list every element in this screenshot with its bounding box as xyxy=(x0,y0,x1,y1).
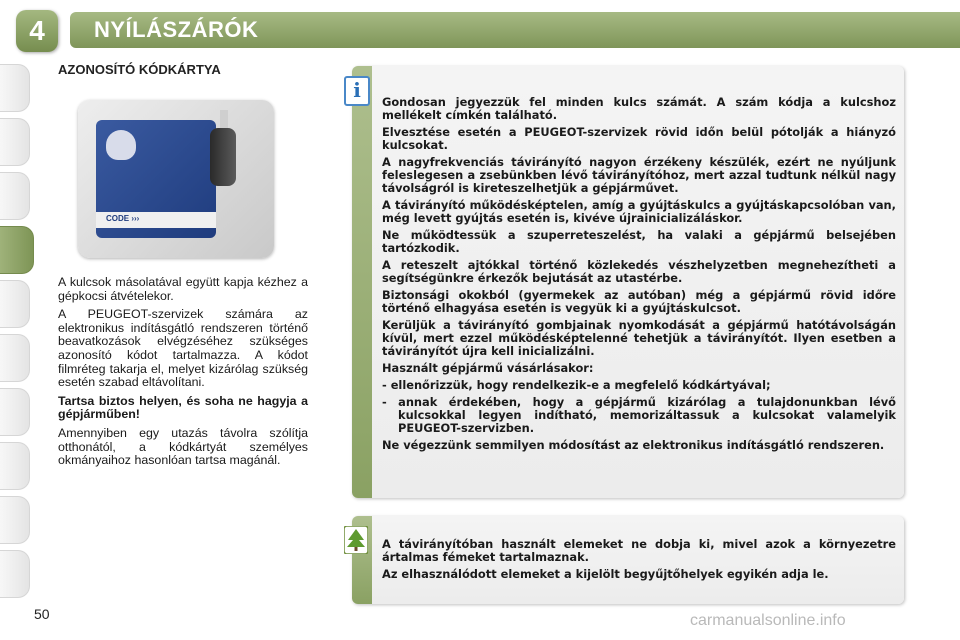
chapter-tab[interactable] xyxy=(0,496,30,544)
chapter-tab[interactable] xyxy=(0,64,30,112)
info-icon: i xyxy=(344,76,370,106)
left-paragraph-warning: Tartsa biztos helyen, és soha ne hagyja a gépjárműben! xyxy=(58,393,308,422)
peugeot-lion-icon xyxy=(106,130,136,160)
info-paragraph: Biztonsági okokból (gyermekek az autóban) még a gépjármű rövid időre történő elhagyása esetén is vegyük ki a gyújtáskulcsot. xyxy=(382,288,896,315)
chapter-tabs xyxy=(0,0,34,640)
chapter-number: 4 xyxy=(16,10,58,52)
info-paragraph: Ne működtessük a szuperreteszelést, ha valaki a gépjármű belsejében tartózkodik. xyxy=(382,228,896,255)
remote-key-icon xyxy=(210,128,236,186)
left-paragraph: A PEUGEOT-szervizek számára az elektronikus indításgátló rendszeren történő beavatkozások elvégzéséhez szükséges azonosító kódot tartalmazza. A kódot filmréteg takarja el, melyet kizárólag szükség esetén szabad eltávolítani. xyxy=(58,307,308,390)
chapter-tab[interactable] xyxy=(0,388,30,436)
info-list-item: - annak érdekében, hogy a gépjármű kizárólag a tulajdonunkban lévő kulcsokkal legyen indítható, memorizáltassuk a kulcsokat valamelyik PEUGEOT-szervizben. xyxy=(382,395,896,435)
panel-stripe xyxy=(352,66,372,498)
info-list-item: - ellenőrizzük, hogy rendelkezik-e a megfelelő kódkártyával; xyxy=(382,378,771,392)
tip-panel-text xyxy=(382,538,896,585)
chapter-tab[interactable] xyxy=(0,550,30,598)
chapter-tab[interactable] xyxy=(0,442,30,490)
info-paragraph: A nagyfrekvenciás távirányító nagyon érzékeny készülék, ezért ne nyúljunk feleslegesen a zsebünkben lévő távirányítóhoz, mert azzal tudtunk nélkül nagy távolságról is kireteszelhetjük a gépjárművet. xyxy=(382,155,896,195)
info-paragraph: Kerüljük a távirányító gombjainak nyomkodását a gépjármű hatótávolságán kívül, mert ezzel működésképtelenné tehetjük a távirányítót. Ilyen esetben a távirányítót újra kell inicializálni. xyxy=(382,318,896,358)
watermark: carmanualsonline.info xyxy=(690,612,846,629)
tree-icon xyxy=(344,526,368,554)
chapter-tab[interactable] xyxy=(0,334,30,382)
code-card xyxy=(96,120,216,238)
info-paragraph: A távirányító működésképtelen, amíg a gyújtáskulcs a gyújtáskapcsolóban van, még levett gyújtás esetén is, kivéve újrainicializáláskor. xyxy=(382,198,896,225)
chapter-tab-active[interactable] xyxy=(0,226,34,274)
info-paragraph: Gondosan jegyezzük fel minden kulcs számát. A szám kódja a kulcshoz mellékelt címkén található. xyxy=(382,95,896,122)
info-panel-text xyxy=(382,96,896,456)
card-code-label: CODE ››› xyxy=(106,214,140,223)
info-paragraph: Használt gépjármű vásárlásakor: xyxy=(382,361,594,375)
page-number: 50 xyxy=(34,606,50,622)
left-paragraph: Amennyiben egy utazás távolra szólítja otthonától, a kódkártyát személyes okmányaihoz hasonlóan tartsa magánál. xyxy=(58,425,308,468)
info-paragraph: A reteszelt ajtókkal történő közlekedés vészhelyzetben megnehezítheti a segítségünkre érkezők bejutását az utastérbe. xyxy=(382,258,896,285)
section-title: AZONOSÍTÓ KÓDKÁRTYA xyxy=(58,62,221,77)
left-body-text xyxy=(58,276,308,473)
tip-paragraph: A távirányítóban használt elemeket ne dobja ki, mivel azok a környezetre ártalmas fémeket tartalmaznak. xyxy=(382,537,896,564)
chapter-tab[interactable] xyxy=(0,118,30,166)
chapter-tab[interactable] xyxy=(0,172,30,220)
key-blade xyxy=(220,110,228,130)
chapter-title: NYÍLÁSZÁRÓK xyxy=(94,17,259,42)
info-closing: Ne végezzünk semmilyen módosítást az elektronikus indításgátló rendszeren. xyxy=(382,438,885,452)
left-paragraph: A kulcsok másolatával együtt kapja kézhez a gépkocsi átvételekor. xyxy=(58,275,308,303)
key-card-photo xyxy=(78,100,274,258)
info-paragraph: Elvesztése esetén a PEUGEOT-szervizek rövid időn belül pótolják a hiányzó kulcsokat. xyxy=(382,125,896,152)
tip-paragraph: Az elhasználódott elemeket a kijelölt begyűjtőhelyek egyikén adja le. xyxy=(382,567,829,581)
chapter-tab[interactable] xyxy=(0,280,30,328)
